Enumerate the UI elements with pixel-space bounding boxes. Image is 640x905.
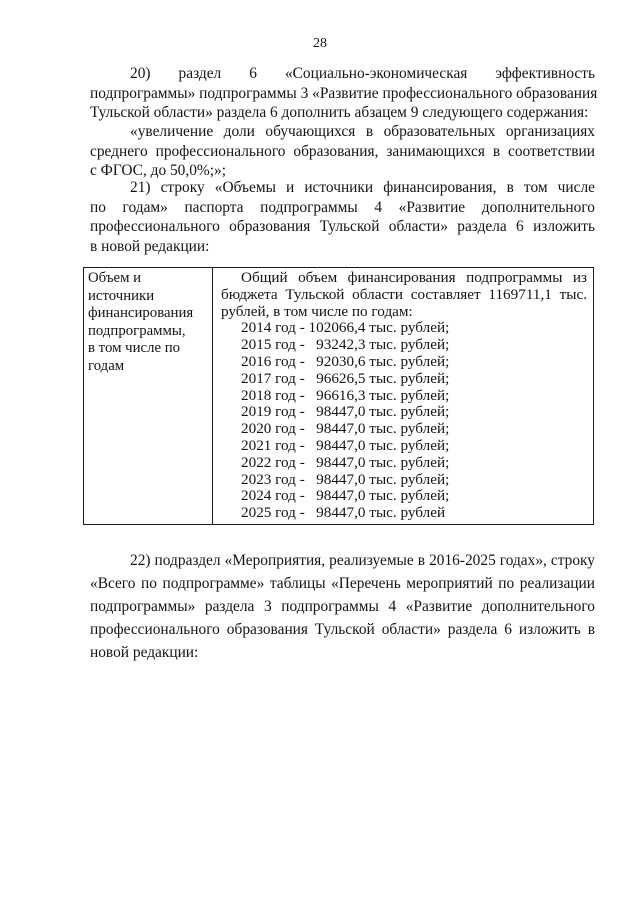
text-line: в новой редакции: xyxy=(90,237,210,255)
value-line: бюджета Тульской области составляет 1169711,1 тыс. xyxy=(221,285,587,303)
value-line: Общий объем финансирования подпрограммы из xyxy=(241,269,587,286)
year-line: 2023 год - 98447,0 тыс. рублей; xyxy=(241,470,450,488)
year-line: 2016 год - 92030,6 тыс. рублей; xyxy=(241,352,450,370)
text-line: подпрограммы» подпрограммы 3 «Развитие профессионального образования xyxy=(90,84,598,102)
year-line: 2019 год - 98447,0 тыс. рублей; xyxy=(241,403,450,421)
item-22-paragraph xyxy=(90,549,595,664)
table-row xyxy=(84,268,594,525)
year-line: 2022 год - 98447,0 тыс. рублей; xyxy=(241,453,450,471)
year-line: 2014 год - 102066,4 тыс. рублей; xyxy=(241,319,450,337)
text-line: новой редакции: xyxy=(90,644,199,661)
value-line: рублей, в том числе по годам: xyxy=(221,302,413,320)
item-21-paragraph xyxy=(90,178,595,256)
year-line: 2017 год - 96626,5 тыс. рублей; xyxy=(241,369,450,387)
text-line: с ФГОС, до 50,0%;»; xyxy=(90,162,226,179)
label-line: годам xyxy=(88,357,125,374)
label-line: финансирования xyxy=(88,305,194,321)
text-line: подпрограммы» раздела 3 подпрограммы 4 «Развитие дополнительного xyxy=(90,598,595,615)
text-line: профессионального образования Тульской области» раздела 6 изложить в xyxy=(90,621,595,638)
financing-table xyxy=(83,267,594,525)
text-line: 22) подраздел «Мероприятия, реализуемые в 2016-2025 годах», строку xyxy=(130,552,595,569)
year-line: 2021 год - 98447,0 тыс. рублей; xyxy=(241,436,450,454)
text-line: по годам» паспорта подпрограммы 4 «Развитие дополнительного xyxy=(90,198,595,216)
item-20-paragraph xyxy=(90,64,598,123)
table-label-cell xyxy=(84,268,213,525)
text-line: Тульской области» раздела 6 дополнить абзацем 9 следующего содержания: xyxy=(90,104,589,121)
year-line: 2025 год - 98447,0 тыс. рублей xyxy=(241,504,446,522)
year-line: 2020 год - 98447,0 тыс. рублей; xyxy=(241,420,450,438)
year-line: 2024 год - 98447,0 тыс. рублей; xyxy=(241,487,450,505)
table-value-cell xyxy=(213,268,594,525)
year-line: 2015 год - 93242,3 тыс. рублей; xyxy=(241,336,450,354)
page-number: 28 xyxy=(313,36,327,51)
label-line: источники xyxy=(88,287,155,304)
text-line: среднего профессионального образования, занимающихся в соответствии xyxy=(90,142,595,160)
text-line: 20) раздел 6 «Социально-экономическая эффективность xyxy=(130,65,595,82)
text-line: 21) строку «Объемы и источники финансирования, в том числе xyxy=(130,179,595,196)
label-line: Объем и xyxy=(88,270,142,286)
text-line: профессионального образования Тульской области» раздела 6 изложить xyxy=(90,218,595,235)
label-line: в том числе по xyxy=(88,340,181,356)
label-line: подпрограммы, xyxy=(88,322,186,339)
year-line: 2018 год - 96616,3 тыс. рублей; xyxy=(241,386,450,404)
text-line: «увеличение доли обучающихся в образовательных организациях xyxy=(130,123,595,140)
item-20-quote xyxy=(90,122,595,181)
text-line: «Всего по подпрограмме» таблицы «Перечень мероприятий по реализации xyxy=(90,575,595,592)
